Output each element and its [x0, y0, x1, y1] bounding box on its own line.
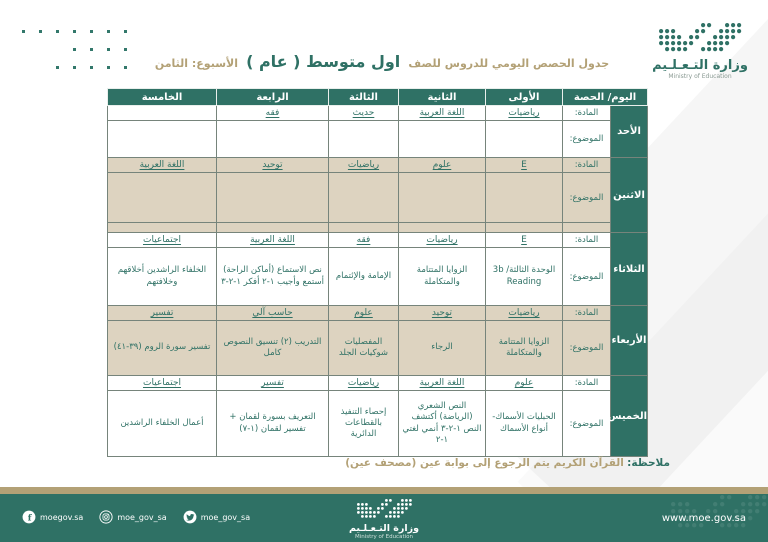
facebook-handle: moegov.sa — [40, 512, 84, 522]
subject-cell-2-1: رياضيات — [399, 233, 486, 248]
topic-cell-1-2 — [329, 173, 399, 223]
period-header-4: الرابعة — [217, 89, 329, 106]
subject-cell-0-0: رياضيات — [486, 106, 563, 121]
footer-moe-logo-dots-icon — [334, 498, 434, 522]
website-url[interactable]: www.moe.gov.sa — [661, 513, 746, 524]
schedule-table — [107, 88, 648, 457]
topic-cell-2-4: الخلفاء الراشدين أخلاقهم وخلافتهم — [108, 248, 217, 306]
subject-cell-0-1: اللغة العربية — [399, 106, 486, 121]
subject-cell-4-2: رياضيات — [329, 376, 399, 391]
subject-cell-1-4: اللغة العربية — [108, 158, 217, 173]
social-links — [22, 510, 250, 524]
subject-cell-0-4 — [108, 106, 217, 121]
topic-cell-0-1 — [399, 121, 486, 158]
topic-cell-3-2: المفصليات شوكيات الجلد — [329, 321, 399, 376]
subject-cell-3-0: رياضيات — [486, 306, 563, 321]
svg-text:f: f — [27, 513, 32, 524]
subject-cell-1-0: E — [486, 158, 563, 173]
subject-row-0 — [108, 106, 648, 121]
subject-label-cell: المادة: — [563, 376, 611, 391]
extra-cell-4 — [108, 223, 217, 233]
topic-row-4 — [108, 391, 648, 457]
topic-cell-4-0: الحبليات الأسماك-أنواع الأسماك — [486, 391, 563, 457]
topic-row-3 — [108, 321, 648, 376]
note-text: القرآن الكريم يتم الرجوع إلى بوابة عين (مصحف عين) — [345, 457, 624, 469]
subject-cell-0-3: فقه — [217, 106, 329, 121]
facebook-icon — [22, 510, 36, 524]
subject-cell-2-2: فقه — [329, 233, 399, 248]
subject-label-cell: المادة: — [563, 158, 611, 173]
day-cell-4: الخميس — [611, 376, 648, 457]
day-cell-2: الثلاثاء — [611, 233, 648, 306]
instagram-handle: moe_gov_sa — [117, 512, 167, 522]
subject-cell-1-2: رياضيات — [329, 158, 399, 173]
topic-row-1 — [108, 173, 648, 223]
topic-label-cell: الموضوع: — [563, 391, 611, 457]
footer-accent-bar — [0, 487, 768, 494]
subject-cell-3-1: توحيد — [399, 306, 486, 321]
topic-row-2 — [108, 248, 648, 306]
footnote — [345, 457, 670, 469]
subject-cell-2-3: اللغة العربية — [217, 233, 329, 248]
subject-cell-0-2: حديث — [329, 106, 399, 121]
period-header-3: الثالثة — [329, 89, 399, 106]
extra-cell-3 — [217, 223, 329, 233]
topic-label-cell: الموضوع: — [563, 248, 611, 306]
topic-cell-3-1: الرجاء — [399, 321, 486, 376]
subject-row-2 — [108, 233, 648, 248]
subject-cell-2-4: اجتماعيات — [108, 233, 217, 248]
moe-logo-name-en: Ministry of Education — [668, 73, 732, 80]
topic-cell-1-3 — [217, 173, 329, 223]
moe-logo-dots-icon — [644, 22, 756, 56]
footer-moe-logo-name-en: Ministry of Education — [354, 534, 413, 540]
extra-row-1 — [108, 223, 648, 233]
day-cell-1: الاثنين — [611, 158, 648, 233]
period-header-5: الخامسة — [108, 89, 217, 106]
subject-label-cell: المادة: — [563, 233, 611, 248]
topic-label-cell: الموضوع: — [563, 121, 611, 158]
subject-cell-3-4: تفسير — [108, 306, 217, 321]
topic-cell-2-0: الوحدة الثالثة/ 3b Reading — [486, 248, 563, 306]
topic-cell-0-0 — [486, 121, 563, 158]
subject-row-1 — [108, 158, 648, 173]
twitter-handle: moe_gov_sa — [200, 512, 251, 522]
moe-logo — [644, 22, 756, 80]
topic-cell-3-0: الزوايا المتتامة والمتكاملة — [486, 321, 563, 376]
extra-cell-1 — [399, 223, 486, 233]
page-title — [0, 52, 764, 71]
schedule-table-wrapper — [108, 88, 648, 457]
topic-cell-2-3: نص الاستماع (أماكن الراحة) أستمع وأجيب ١-٢ أفكر ١-٢-٣ — [217, 248, 329, 306]
topic-label-cell: الموضوع: — [563, 321, 611, 376]
subject-cell-2-0: E — [486, 233, 563, 248]
subject-cell-4-0: علوم — [486, 376, 563, 391]
subject-cell-4-3: تفسير — [217, 376, 329, 391]
topic-cell-2-2: الإمامة والإئتمام — [329, 248, 399, 306]
topic-row-0 — [108, 121, 648, 158]
day-cell-3: الأربعاء — [611, 306, 648, 376]
subject-cell-1-1: علوم — [399, 158, 486, 173]
subject-label-cell: المادة: — [563, 306, 611, 321]
day-period-header: اليوم/ الحصة — [563, 89, 648, 106]
topic-cell-4-2: إحصاء التنفيذ بالقطاعات الدائرية — [329, 391, 399, 457]
subject-label-cell: المادة: — [563, 106, 611, 121]
subject-cell-1-3: توحيد — [217, 158, 329, 173]
twitter-icon — [183, 510, 197, 524]
title-grade: اول متوسط ( عام ) — [246, 52, 401, 71]
title-week: الأسبوع: الثامن — [154, 57, 238, 70]
topic-cell-2-1: الزوايا المتتامة والمتكاملة — [399, 248, 486, 306]
subject-row-3 — [108, 306, 648, 321]
subject-row-4 — [108, 376, 648, 391]
footer-moe-logo-name-ar: وزارة التـعـلـيم — [348, 523, 420, 534]
moe-logo-name-ar: وزارة التـعـلـيم — [652, 58, 748, 73]
topic-cell-0-3 — [217, 121, 329, 158]
topic-cell-1-4 — [108, 173, 217, 223]
footer-moe-logo — [334, 498, 434, 540]
topic-cell-4-4: أعمال الخلفاء الراشدين — [108, 391, 217, 457]
extra-cell-2 — [329, 223, 399, 233]
table-header-row — [108, 89, 648, 106]
topic-cell-3-3: التدريب (٢) تنسيق النصوص كامل — [217, 321, 329, 376]
subject-cell-4-1: اللغة العربية — [399, 376, 486, 391]
topic-cell-1-1 — [399, 173, 486, 223]
twitter-link[interactable] — [183, 510, 250, 524]
topic-cell-4-3: التعريف بسورة لقمان + تفسير لقمان (١-٧) — [217, 391, 329, 457]
subject-cell-3-3: حاسب آلي — [217, 306, 329, 321]
extra-label-cell — [563, 223, 611, 233]
topic-cell-0-2 — [329, 121, 399, 158]
topic-label-cell: الموضوع: — [563, 173, 611, 223]
topic-cell-3-4: تفسير سورة الروم (٣٩-٤١) — [108, 321, 217, 376]
subject-cell-3-2: علوم — [329, 306, 399, 321]
footer-bar — [0, 494, 768, 542]
instagram-icon — [99, 510, 113, 524]
day-cell-0: الأحد — [611, 106, 648, 158]
subject-cell-4-4: اجتماعيات — [108, 376, 217, 391]
topic-cell-4-1: النص الشعري (الرياضة) أكتشف النص ١-٢-٣ أنمي لغتي ١-٢ — [399, 391, 486, 457]
instagram-link[interactable] — [99, 510, 166, 524]
topic-cell-0-4 — [108, 121, 217, 158]
facebook-link[interactable] — [22, 510, 83, 524]
extra-cell-0 — [486, 223, 563, 233]
period-header-1: الأولى — [486, 89, 563, 106]
period-header-2: الثانية — [399, 89, 486, 106]
note-label: ملاحظة: — [627, 457, 670, 469]
topic-cell-1-0 — [486, 173, 563, 223]
title-course-label: جدول الحصص اليومي للدروس للصف — [408, 57, 610, 70]
